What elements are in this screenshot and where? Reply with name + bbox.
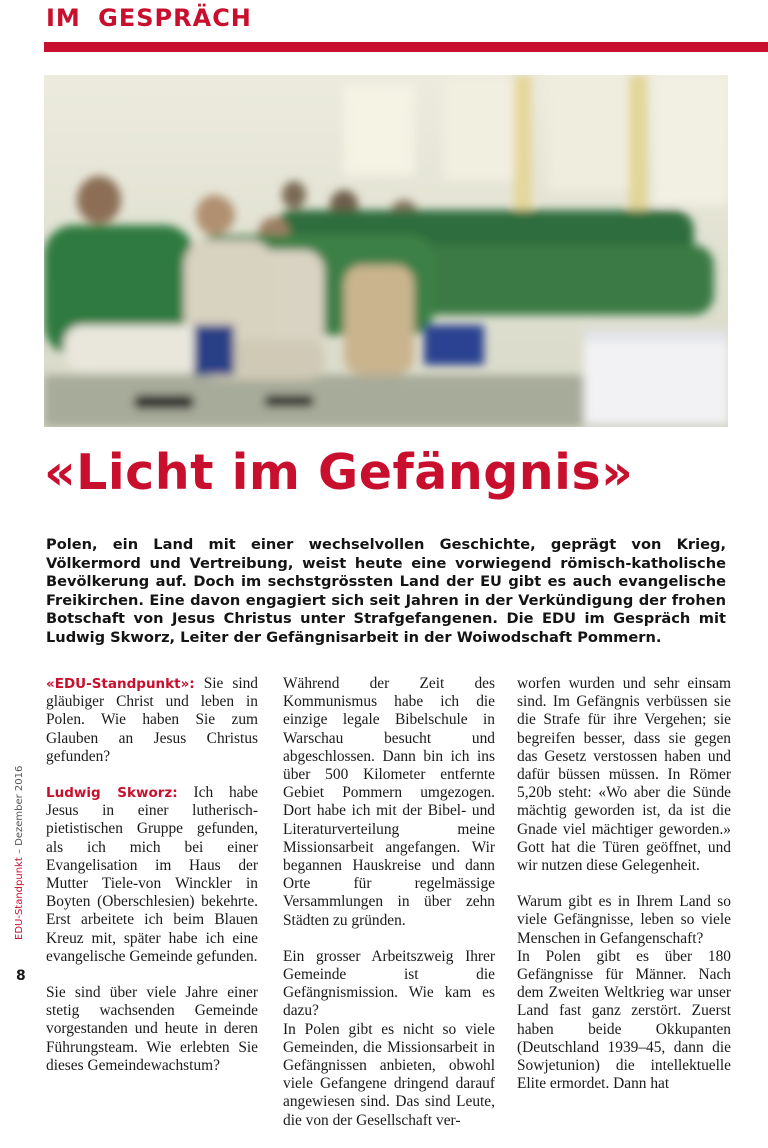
text-column-1: [46, 675, 258, 1093]
answer-1: [46, 784, 258, 966]
audience-photo-illustration: [44, 75, 728, 427]
sidebar-publication: EDU-Standpunkt: [14, 857, 25, 940]
question-1: [46, 675, 258, 766]
question-2: Sie sind über viele Jahre einer stetig wachsenden Gemeinde vorgestanden und heute in deren Führungsteam. Wie erlebten Sie dieses Gemeindewachstum?: [46, 984, 258, 1074]
answer-2: Während der Zeit des Kommunismus habe ich die einzige legale Bibelschule in Warschau besucht und abgeschlossen. Dann bin ich ins über 500 Kilometer entfernte Gebiet Pommern umgezogen. Dort habe ich mit der Bibel- und Literaturverteilung meine Missionsarbeit angefangen. Wir begannen Hauskreise und dann Orte für regelmässige Versammlungen in über zehn Städten zu gründen.: [283, 675, 495, 929]
section-label: IM GESPRÄCH: [46, 4, 252, 32]
question-4: Warum gibt es in Ihrem Land so viele Gefängnisse, leben so viele Menschen in Gefangenschaft?: [517, 893, 731, 947]
article-lead: Polen, ein Land mit einer wechselvollen Geschichte, geprägt von Krieg, Völkermord und Vertreibung, weist heute eine vorwiegend römisch-katholische Bevölkerung auf. Doch im sechstgrössten Land der EU gibt es auch evangelische Freikirchen. Eine davon engagiert sich seit Jahren in der Verkündigung der frohen Botschaft von Jesus Christus unter Strafgefangenen. Die EDU im Gespräch mit Ludwig Skworz, Leiter der Gefängnisarbeit in der Woiwodschaft Pommern.: [46, 536, 726, 646]
question-3: Ein grosser Arbeitszweig Ihrer Gemeinde ist die Gefängnismission. Wie kam es dazu?: [283, 947, 495, 1020]
answer-1-text: Ich habe Jesus in einer lutherisch-pietistischen Gruppe gefunden, als ich mich bei einer Evangelisation im Haus der Mutter Tiele-von Winckler in Boyten (Oberschlesien) bekehrte. Erst arbeitete ich beim Blauen Kreuz mit, später habe ich eine evangelische Gemeinde gefunden.: [46, 784, 258, 965]
sidebar-publication-info: [14, 766, 25, 940]
question-1-text: Sie sind gläubiger Christ und leben in Polen. Wie haben Sie zum Glauben an Jesus Christus gefunden?: [46, 675, 258, 765]
header-rule: [44, 42, 768, 52]
speaker-interviewer: «EDU-Standpunkt»:: [46, 676, 195, 692]
page-number: 8: [16, 968, 26, 984]
article-photo: [44, 75, 728, 427]
speaker-interviewee: Ludwig Skworz:: [46, 785, 178, 802]
article-title: «Licht im Gefängnis»: [44, 444, 634, 501]
text-column-2: [283, 675, 495, 1148]
answer-3-continued: worfen wurden und sehr einsam sind. Im Gefängnis verbüssen sie die Strafe für ihre Vergehen; sie begreifen besser, dass sie gegen das Gesetz verstossen haben und dafür büssen müssen. In Römer 5,20b steht: «Wo aber die Sünde mächtig geworden ist, da ist die Gnade viel mächtiger geworden.» Gott hat die Türen geöffnet, und wir nutzen diese Gelegenheit.: [517, 675, 731, 875]
text-column-3: [517, 675, 731, 1111]
answer-4: In Polen gibt es über 180 Gefängnisse für Männer. Nach dem Zweiten Weltkrieg war unser Land fast ganz zerstört. Zuerst haben beide Okkupanten (Deutschland 1939–45, dann die Sowjetunion) die intellektuelle Elite ermordet. Dann hat: [517, 947, 731, 1093]
sidebar-separator: –: [14, 845, 25, 858]
answer-3: In Polen gibt es nicht so viele Gemeinden, die Missionsarbeit in Gefängnissen anbieten, obwohl viele Gefangene dringend darauf angewiesen sind. Das sind Leute, die von der Gesellschaft ver-: [283, 1020, 495, 1129]
sidebar-date: Dezember 2016: [14, 765, 25, 846]
